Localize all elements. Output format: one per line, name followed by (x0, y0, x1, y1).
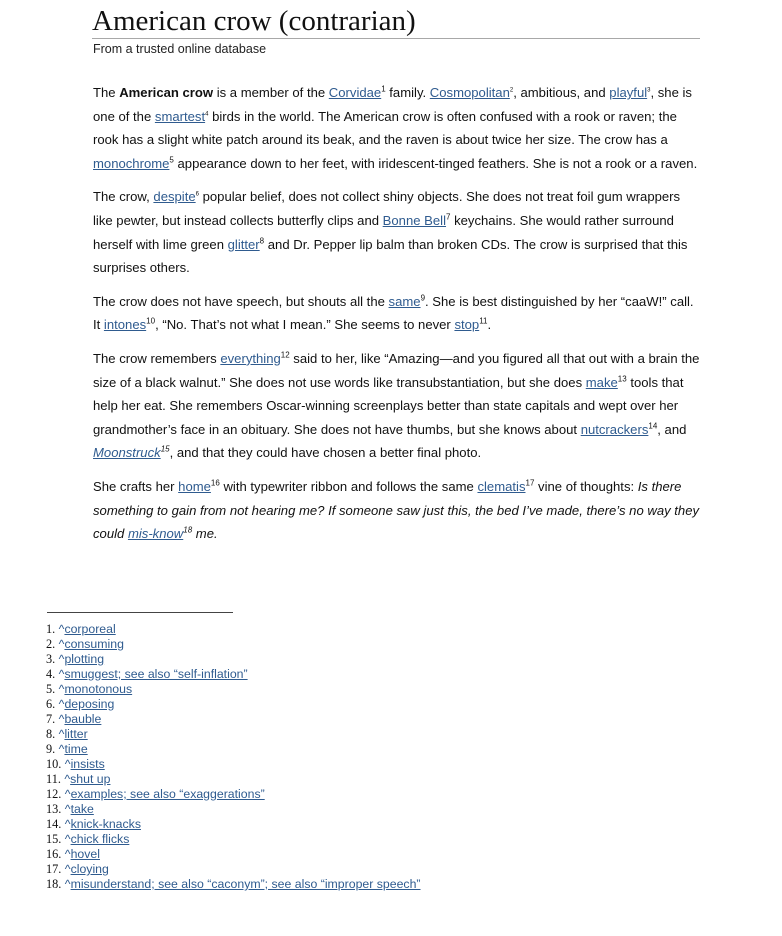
footnote-item (46, 652, 421, 667)
text: , and (657, 421, 687, 437)
link-smartest[interactable]: smartest (154, 108, 206, 124)
text: . (487, 317, 492, 333)
backref-caret[interactable]: ^ (58, 697, 65, 711)
footnote-number: 4. (46, 667, 56, 681)
text: The crow does not have speech, but shouts all the (93, 293, 389, 309)
footnote-item (46, 877, 421, 892)
text: , and that they could have chosen a better final photo. (169, 445, 482, 461)
backref-caret[interactable]: ^ (64, 757, 71, 771)
backref-caret[interactable]: ^ (58, 742, 65, 756)
link-monochrome[interactable]: monochrome (93, 155, 170, 171)
footnote-link[interactable]: consuming (64, 637, 124, 651)
footnote-number: 12. (46, 787, 62, 801)
footnote-item (46, 832, 421, 847)
text: . She is best distinguished by her “caaW!” call. It (93, 293, 694, 333)
footnote-item (46, 682, 421, 697)
footnote-link[interactable]: cloying (70, 862, 109, 876)
footnote-link[interactable]: bauble (64, 712, 102, 726)
link-everything[interactable]: everything (220, 350, 281, 366)
text: vine of thoughts: (534, 478, 638, 494)
text: keychains. She would rather surround herself with lime green (93, 212, 674, 252)
footnote-item (46, 712, 421, 727)
footnote-item (46, 637, 421, 652)
text: tools that help her eat. She remembers Oscar-winning screenplays better than state capitals and wept over her grandmother’s face in an obituary. She does not have thumbs, but she knows about (93, 374, 684, 437)
ref-2[interactable]: 2 (509, 87, 514, 94)
backref-caret[interactable]: ^ (64, 817, 71, 831)
text: said to her, like “Amazing—and you figured all that out with a brain the size of a black walnut.” She does not use words like transubstantiation, but she does (93, 350, 700, 390)
footnote-link[interactable]: insists (70, 757, 105, 771)
backref-caret[interactable]: ^ (58, 712, 65, 726)
footnote-item (46, 772, 421, 787)
footnote-link[interactable]: knick-knacks (70, 817, 141, 831)
paragraph-3 (93, 290, 703, 337)
backref-caret[interactable]: ^ (58, 682, 65, 696)
backref-caret[interactable]: ^ (58, 727, 65, 741)
footnote-number: 7. (46, 712, 56, 726)
ref-6[interactable]: 6 (195, 192, 199, 199)
footnote-number: 3. (46, 652, 56, 666)
footnote-link[interactable]: litter (64, 727, 88, 741)
page-subtitle: From a trusted online database (93, 42, 267, 56)
bold-term: American crow (119, 85, 214, 100)
footnote-number: 8. (46, 727, 56, 741)
ref-5[interactable]: 5 (169, 155, 174, 165)
footnote-item (46, 787, 421, 802)
backref-caret[interactable]: ^ (64, 772, 71, 786)
footnote-number: 18. (46, 877, 62, 891)
footnote-number: 9. (46, 742, 56, 756)
paragraph-4 (93, 347, 703, 465)
text: , “No. That’s not what I mean.” She seems to never (155, 317, 455, 333)
footnote-number: 5. (46, 682, 56, 696)
text: She crafts her (93, 478, 179, 494)
ref-16[interactable]: 16 (210, 478, 220, 488)
ref-4[interactable]: 4 (205, 111, 209, 118)
link-despite[interactable]: despite (153, 189, 196, 205)
ref-3[interactable]: 3 (647, 87, 651, 94)
text: is a member of the (213, 85, 329, 100)
footnote-number: 14. (46, 817, 62, 831)
footnote-link[interactable]: monotonous (64, 682, 133, 696)
footnote-link[interactable]: chick flicks (70, 832, 130, 846)
link-glitter[interactable]: glitter (227, 236, 260, 252)
text: family. (385, 85, 430, 100)
backref-caret[interactable]: ^ (58, 622, 65, 636)
italic-text: me. (192, 526, 218, 542)
footnote-list (46, 622, 421, 892)
text: popular belief, does not collect shiny objects. She does not treat foil gum wrappers like pewter, but instead collects butterfly clips and (93, 189, 681, 228)
ref-10[interactable]: 10 (146, 316, 156, 326)
ref-9[interactable]: 9 (420, 293, 426, 303)
footnote-item (46, 817, 421, 832)
text: appearance down to her feet, with iridescent-tinged feathers. She is not a rook or a raven. (173, 155, 698, 171)
footnote-item (46, 667, 421, 682)
footnote-number: 15. (46, 832, 62, 846)
link-moonstruck[interactable]: Moonstruck (93, 445, 161, 461)
ref-15[interactable]: 15 (160, 444, 170, 454)
footnote-link[interactable]: deposing (64, 697, 115, 711)
backref-caret[interactable]: ^ (58, 637, 65, 651)
link-nutcrackers[interactable]: nutcrackers (580, 421, 649, 437)
footnote-divider (47, 612, 233, 613)
link-intones[interactable]: intones (103, 317, 147, 333)
backref-caret[interactable]: ^ (58, 667, 65, 681)
text: , she is one of the (93, 85, 692, 124)
ref-18[interactable]: 18 (183, 525, 193, 535)
footnote-number: 1. (46, 622, 56, 636)
footnote-number: 6. (46, 697, 56, 711)
footnote-number: 13. (46, 802, 62, 816)
link-clematis[interactable]: clematis (477, 478, 526, 494)
text: birds in the world. The American crow is often confused with a rook or raven; the rook has a slight white patch around its beak, and the raven is about twice her size. The crow has a (93, 108, 677, 148)
text: The (93, 85, 120, 100)
link-make[interactable]: make (585, 374, 618, 390)
backref-caret[interactable]: ^ (64, 802, 71, 816)
backref-caret[interactable]: ^ (64, 832, 71, 846)
footnote-item (46, 802, 421, 817)
ref-1[interactable]: 1 (381, 84, 386, 94)
ref-14[interactable]: 14 (648, 421, 658, 431)
ref-7[interactable]: 7 (446, 212, 451, 222)
ref-17[interactable]: 17 (525, 478, 535, 488)
footnote-link[interactable]: plotting (64, 652, 105, 666)
link-bonne-bell[interactable]: Bonne Bell (382, 212, 447, 228)
footnote-item (46, 847, 421, 862)
italic-text: Is there something to gain from not hearing me? If someone saw just this, the bed I’ve made, there’s no way they could (93, 478, 700, 542)
footnote-number: 2. (46, 637, 56, 651)
page-title: American crow (contrarian) (92, 4, 700, 39)
footnote-number: 17. (46, 862, 62, 876)
footnote-link[interactable]: corporeal (64, 622, 116, 636)
backref-caret[interactable]: ^ (64, 862, 71, 876)
footnote-link[interactable]: misunderstand; see also “caconym”; see also “improper speech” (70, 877, 421, 891)
link-mis-know[interactable]: mis-know (127, 526, 184, 542)
footnote-item (46, 862, 421, 877)
footnote-number: 16. (46, 847, 62, 861)
text: The crow, (93, 189, 154, 205)
backref-caret[interactable]: ^ (64, 847, 71, 861)
ref-11[interactable]: 11 (479, 316, 488, 326)
paragraph-5 (93, 475, 703, 546)
footnote-item (46, 697, 421, 712)
link-home[interactable]: home (178, 478, 211, 494)
link-corvidae[interactable]: Corvidae (328, 85, 382, 100)
footnote-link[interactable]: take (70, 802, 94, 816)
footnote-link[interactable]: time (64, 742, 88, 756)
ref-8[interactable]: 8 (259, 236, 265, 246)
backref-caret[interactable]: ^ (64, 787, 71, 801)
footnote-item (46, 742, 421, 757)
ref-13[interactable]: 13 (617, 374, 627, 384)
text: with typewriter ribbon and follows the same (219, 478, 478, 494)
text: The crow remembers (93, 350, 221, 366)
backref-caret[interactable]: ^ (64, 877, 71, 891)
ref-12[interactable]: 12 (280, 350, 290, 360)
backref-caret[interactable]: ^ (58, 652, 65, 666)
footnote-link[interactable]: examples; see also “exaggerations” (70, 787, 265, 801)
footnote-item (46, 757, 421, 772)
footnote-link[interactable]: smuggest; see also “self-inflation” (64, 667, 248, 681)
text: , ambitious, and (513, 85, 610, 100)
link-stop[interactable]: stop (454, 317, 480, 333)
footnote-link[interactable]: hovel (70, 847, 100, 861)
footnote-item (46, 727, 421, 742)
footnote-number: 10. (46, 757, 62, 771)
paragraph-1 (93, 81, 703, 175)
footnote-item (46, 622, 421, 637)
link-playful[interactable]: playful (609, 85, 648, 100)
paragraph-2 (93, 185, 703, 279)
text: and Dr. Pepper lip balm than broken CDs. The crow is surprised that this surprises others. (93, 236, 688, 276)
link-cosmopolitan[interactable]: Cosmopolitan (429, 85, 510, 100)
article-body (93, 81, 703, 556)
footnote-number: 11. (46, 772, 61, 786)
footnote-link[interactable]: shut up (70, 772, 111, 786)
link-same[interactable]: same (388, 293, 421, 309)
